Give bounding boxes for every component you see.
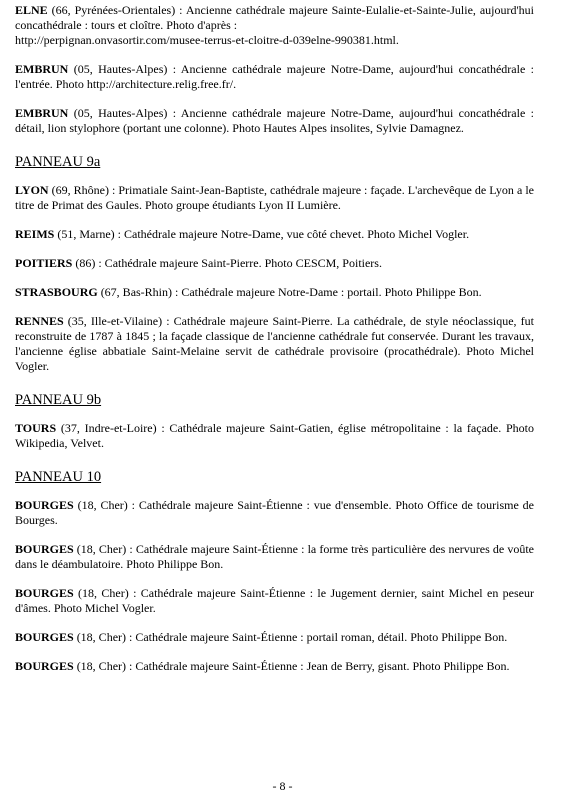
section-heading-10: PANNEAU 10 — [15, 469, 102, 485]
page-number: - 8 - — [272, 779, 293, 793]
entry-text: (18, Cher) : Cathédrale majeure Saint-Étienne : Jean de Berry, gisant. Photo Philippe Bon. — [73, 659, 510, 673]
entry-place: BOURGES — [15, 498, 74, 512]
entry-text: (67, Bas-Rhin) : Cathédrale majeure Notre-Dame : portail. Photo Philippe Bon. — [97, 285, 482, 299]
entry-place: BOURGES — [15, 659, 74, 673]
entry-embrun-2 — [15, 106, 534, 136]
document-page — [15, 3, 534, 688]
entry-embrun-1 — [15, 62, 534, 92]
entry-bourges-2 — [15, 542, 534, 572]
entry-poitiers — [15, 256, 534, 271]
entry-place: ELNE — [15, 3, 48, 17]
entry-text: (18, Cher) : Cathédrale majeure Saint-Étienne : portail roman, détail. Photo Philippe Bon. — [73, 630, 508, 644]
entry-reims — [15, 227, 534, 242]
entry-place: POITIERS — [15, 256, 73, 270]
entry-bourges-4 — [15, 630, 534, 645]
entry-text: (69, Rhône) : Primatiale Saint-Jean-Baptiste, cathédrale majeure : façade. L'archevêque de Lyon a le titre de Primat des Gaules. Photo groupe étudiants Lyon II Lumière. — [15, 183, 534, 212]
entry-text: (18, Cher) : Cathédrale majeure Saint-Étienne : vue d'ensemble. Photo Office de tourisme de Bourges. — [15, 498, 534, 527]
entry-bourges-5 — [15, 659, 534, 674]
entry-place: BOURGES — [15, 630, 74, 644]
entry-place: LYON — [15, 183, 49, 197]
entry-tours — [15, 421, 534, 451]
entry-strasbourg — [15, 285, 534, 300]
entry-text: (66, Pyrénées-Orientales) : Ancienne cathédrale majeure Sainte-Eulalie-et-Sainte-Julie, aujourd'hui concathédrale : tours et cloître. Photo d'après : — [15, 3, 534, 32]
entry-text: (37, Indre-et-Loire) : Cathédrale majeure Saint-Gatien, église métropolitaine : la façade. Photo Wikipedia, Velvet. — [15, 421, 534, 450]
entry-text: (51, Marne) : Cathédrale majeure Notre-Dame, vue côté chevet. Photo Michel Vogler. — [54, 227, 470, 241]
entry-bourges-1 — [15, 498, 534, 528]
entry-text: (18, Cher) : Cathédrale majeure Saint-Étienne : le Jugement dernier, saint Michel en peseur d'âmes. Photo Michel Vogler. — [15, 586, 534, 615]
entry-place: EMBRUN — [15, 106, 69, 120]
entry-place: REIMS — [15, 227, 55, 241]
entry-rennes — [15, 314, 534, 374]
entry-elne — [15, 3, 534, 48]
entry-text: (05, Hautes-Alpes) : Ancienne cathédrale majeure Notre-Dame, aujourd'hui concathédrale : détail, lion stylophore (portant une colonne). Photo Hautes Alpes insolites, Sylvie Damagnez. — [15, 106, 534, 135]
section-heading-9a: PANNEAU 9a — [15, 154, 101, 170]
entry-place: BOURGES — [15, 542, 74, 556]
entry-place: STRASBOURG — [15, 285, 98, 299]
entry-text: (18, Cher) : Cathédrale majeure Saint-Étienne : la forme très particulière des nervures de voûte dans le déambulatoire. Photo Philippe Bon. — [15, 542, 534, 571]
entry-place: RENNES — [15, 314, 64, 328]
entry-place: TOURS — [15, 421, 57, 435]
entry-bourges-3 — [15, 586, 534, 616]
entry-text: (35, Ille-et-Vilaine) : Cathédrale majeure Saint-Pierre. La cathédrale, de style néoclassique, fut reconstruite de 1787 à 1845 ; la façade classique de l'ancienne cathédrale fut conservée. Durant les travaux, l'ancienne église abbatiale Saint-Melaine servit de cathédrale provisoire (procathédrale). Photo Michel Vogler. — [15, 314, 534, 373]
entry-place: EMBRUN — [15, 62, 69, 76]
entry-url: http://perpignan.onvasortir.com/musee-terrus-et-cloitre-d-039elne-990381.html. — [15, 33, 399, 47]
entry-lyon — [15, 183, 534, 213]
entry-text: (05, Hautes-Alpes) : Ancienne cathédrale majeure Notre-Dame, aujourd'hui concathédrale : l'entrée. Photo http://architecture.relig.free.fr/. — [15, 62, 534, 91]
entry-place: BOURGES — [15, 586, 74, 600]
entry-text: (86) : Cathédrale majeure Saint-Pierre. Photo CESCM, Poitiers. — [72, 256, 382, 270]
section-heading-9b: PANNEAU 9b — [15, 392, 102, 408]
